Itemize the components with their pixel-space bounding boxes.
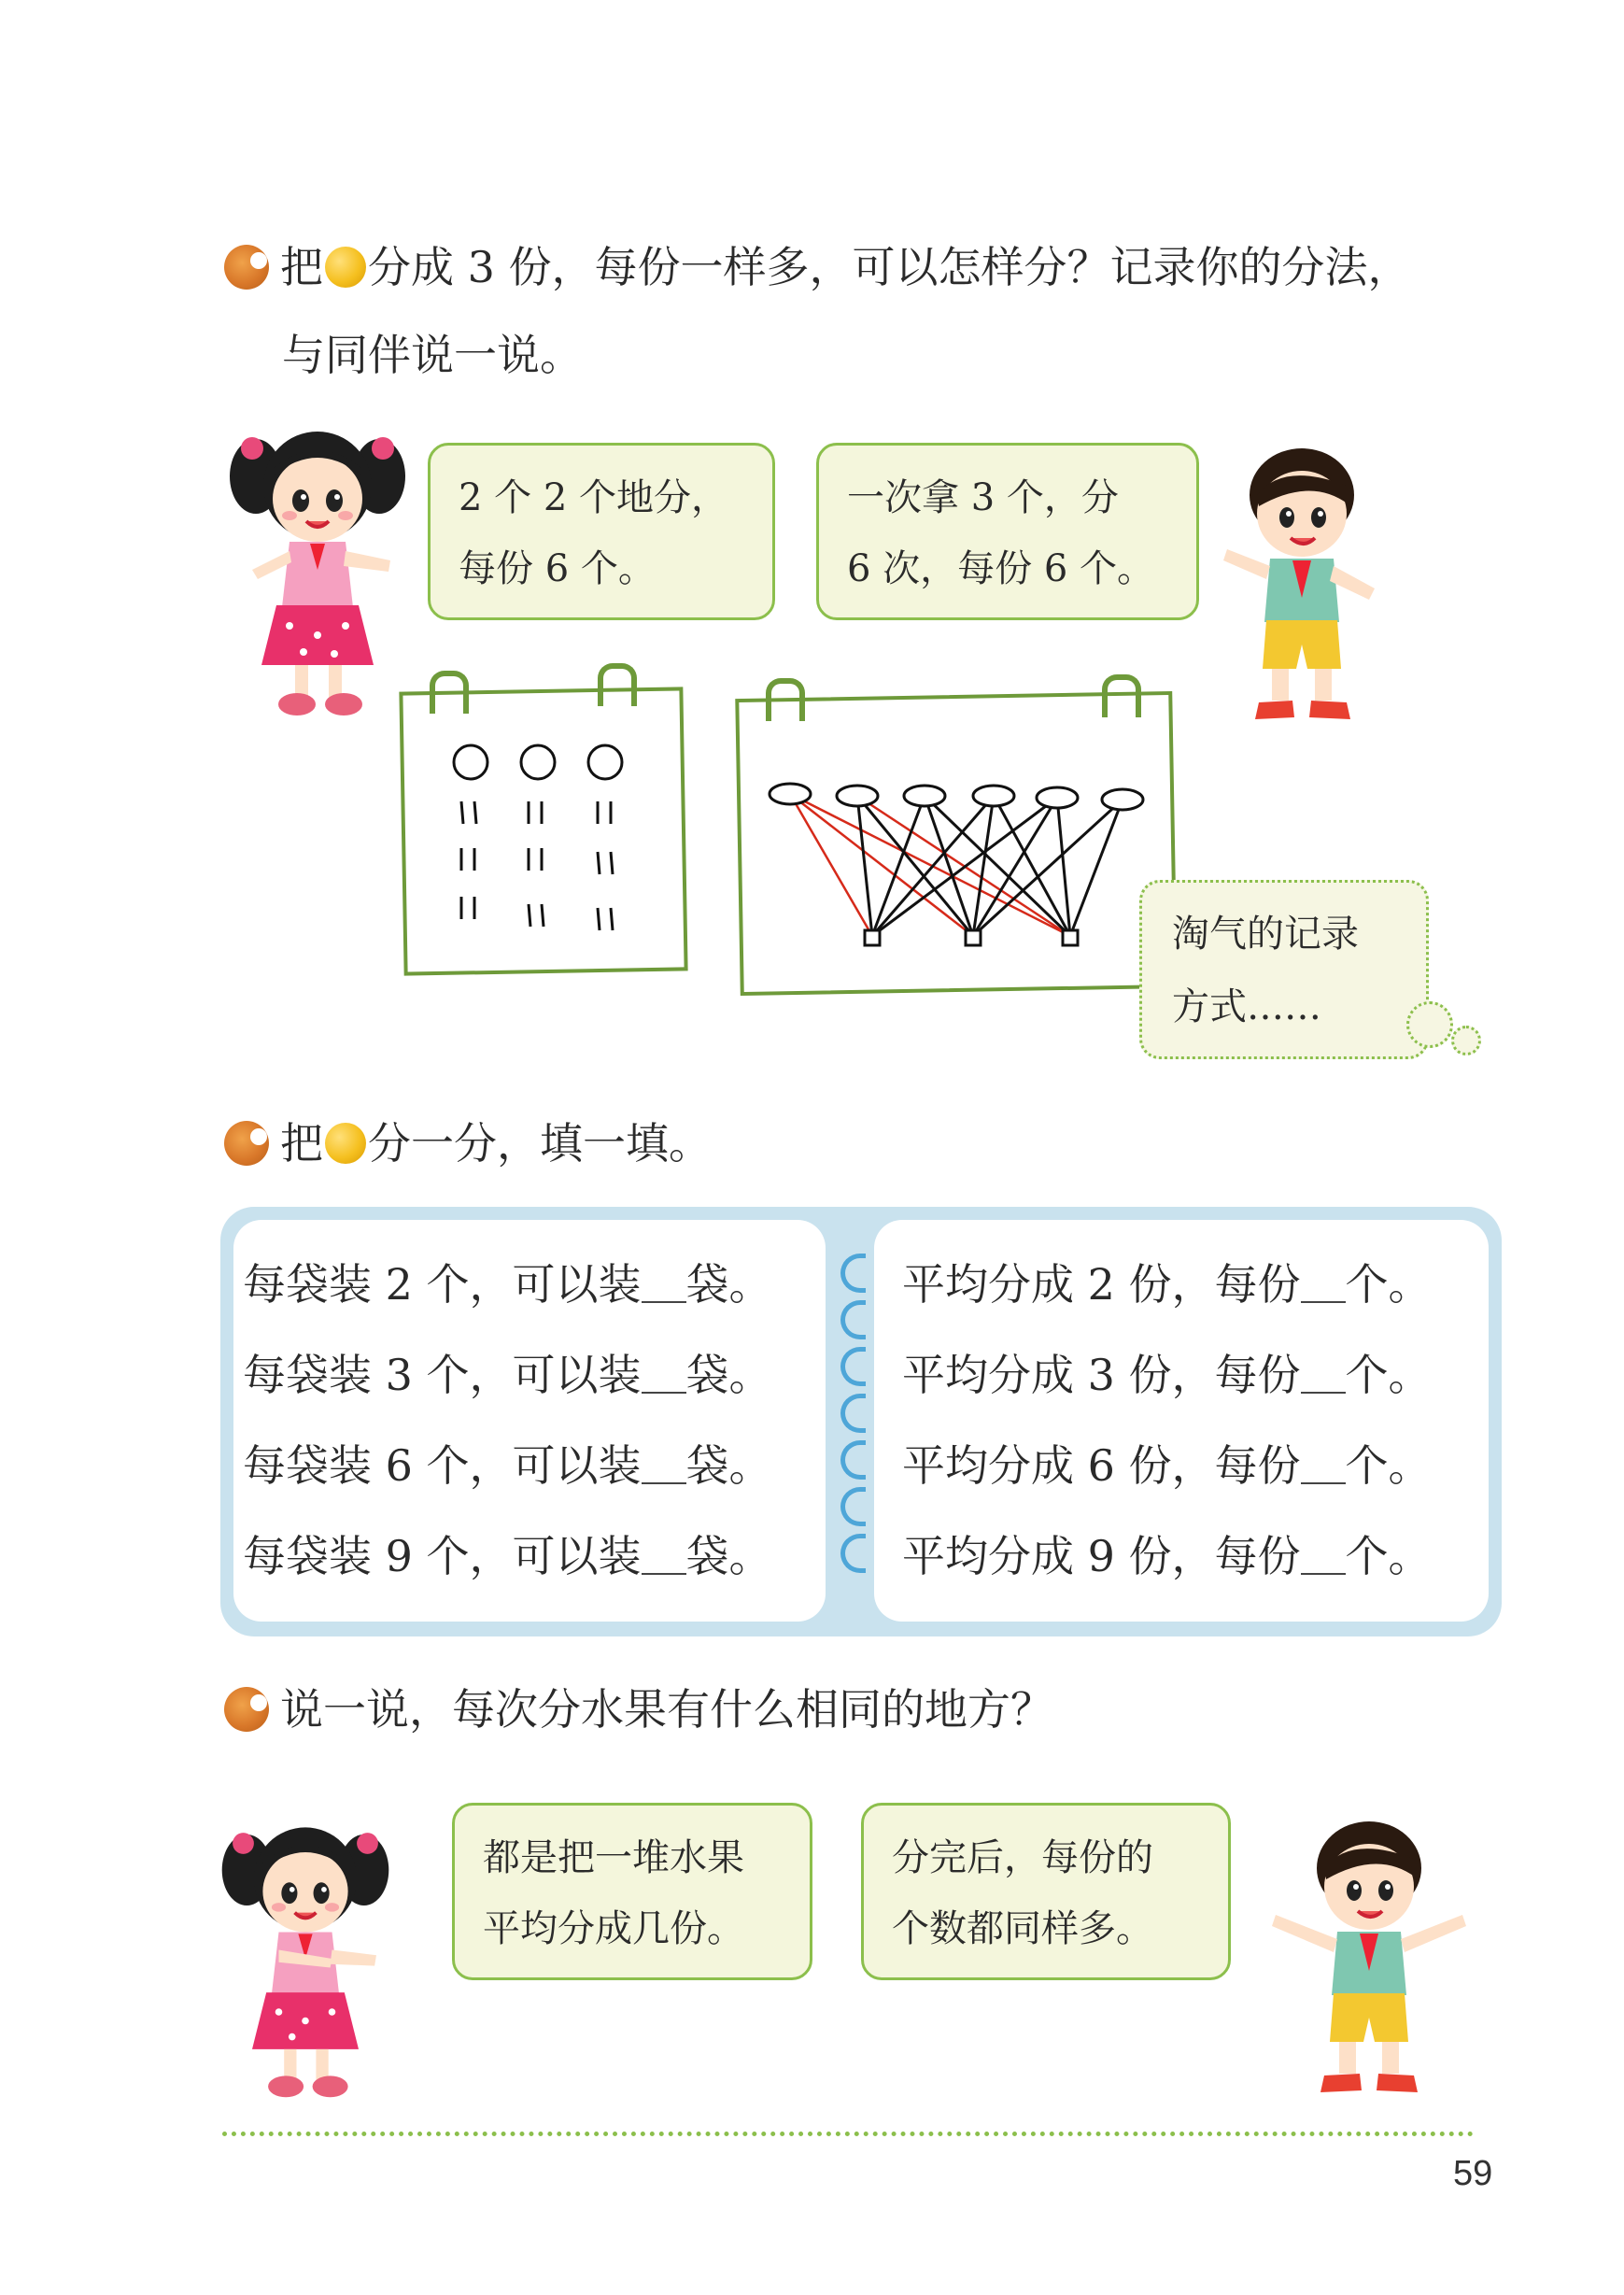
fill-unit: 袋。 bbox=[685, 1350, 772, 1400]
footer-divider bbox=[222, 2132, 1474, 2136]
fill-unit: 个。 bbox=[1345, 1531, 1432, 1581]
bullet-icon bbox=[224, 1687, 269, 1732]
taoqi-record-drawing bbox=[756, 775, 1149, 953]
answer-blank[interactable] bbox=[1301, 1354, 1346, 1394]
section1-line1 bbox=[280, 239, 1411, 295]
fill-row-left-3 bbox=[243, 1438, 772, 1494]
bubble-line: 分完后，每份的 bbox=[892, 1836, 1153, 1879]
bullet-icon bbox=[224, 245, 269, 290]
girl-illustration bbox=[224, 420, 411, 719]
paper-ring bbox=[766, 678, 805, 721]
boy-illustration bbox=[1266, 1812, 1472, 2102]
section1-text-a: 把 bbox=[280, 242, 323, 292]
bullet-icon bbox=[224, 1121, 269, 1166]
paper-ring bbox=[430, 671, 469, 714]
taoqi-thought-bubble bbox=[1139, 880, 1429, 1059]
bubble-line: 平均分成几份。 bbox=[483, 1907, 744, 1950]
section1-text-b: 分成 3 份，每份一样多，可以怎样分？记录你的分法， bbox=[368, 242, 1411, 292]
fill-unit: 个。 bbox=[1345, 1440, 1432, 1491]
fill-row-right-1 bbox=[902, 1256, 1432, 1312]
bubble-line: 每份 6 个。 bbox=[459, 547, 656, 590]
fill-row-right-4 bbox=[902, 1528, 1432, 1584]
girl-record-drawing bbox=[430, 738, 654, 953]
paper-ring bbox=[1102, 674, 1141, 717]
section1-line2: 与同伴说一说。 bbox=[282, 330, 583, 380]
bubble-line: 6 次，每份 6 个。 bbox=[847, 547, 1155, 590]
fill-unit: 袋。 bbox=[685, 1531, 772, 1581]
answer-blank[interactable] bbox=[642, 1445, 686, 1484]
fill-text: 平均分成 2 份，每份 bbox=[902, 1259, 1301, 1310]
fill-row-left-1 bbox=[243, 1256, 772, 1312]
fill-unit: 个。 bbox=[1345, 1259, 1432, 1310]
fill-unit: 袋。 bbox=[685, 1259, 772, 1310]
bubble-line: 淘气的记录 bbox=[1172, 913, 1359, 956]
answer-blank[interactable] bbox=[642, 1536, 686, 1575]
orange-icon bbox=[325, 247, 366, 288]
page-number: 59 bbox=[1453, 2154, 1493, 2193]
fill-row-right-3 bbox=[902, 1438, 1432, 1494]
bubble-line: 一次拿 3 个，分 bbox=[847, 476, 1119, 519]
boy-speech-bubble-1 bbox=[816, 443, 1199, 620]
fill-row-right-2 bbox=[902, 1347, 1432, 1403]
fill-text: 平均分成 3 份，每份 bbox=[902, 1350, 1301, 1400]
answer-blank[interactable] bbox=[1301, 1445, 1346, 1484]
bubble-line: 都是把一堆水果 bbox=[483, 1836, 744, 1879]
fill-row-left-2 bbox=[243, 1347, 772, 1403]
section3-line: 说一说，每次分水果有什么相同的地方？ bbox=[280, 1684, 1053, 1735]
answer-blank[interactable] bbox=[1301, 1536, 1346, 1575]
answer-blank[interactable] bbox=[642, 1264, 686, 1303]
fill-text: 平均分成 9 份，每份 bbox=[902, 1531, 1301, 1581]
fill-text: 每袋装 9 个，可以装 bbox=[243, 1531, 642, 1581]
fill-row-left-4 bbox=[243, 1528, 772, 1584]
bubble-line: 方式…… bbox=[1172, 985, 1321, 1028]
section2-text-b: 分一分，填一填。 bbox=[368, 1118, 712, 1169]
answer-blank[interactable] bbox=[642, 1354, 686, 1394]
bubble-line: 个数都同样多。 bbox=[892, 1907, 1153, 1950]
fill-unit: 袋。 bbox=[685, 1440, 772, 1491]
fill-text: 每袋装 6 个，可以装 bbox=[243, 1440, 642, 1491]
girl-speech-bubble-2 bbox=[452, 1803, 812, 1980]
bubble-line: 2 个 2 个地分， bbox=[459, 476, 729, 519]
paper-ring bbox=[598, 663, 637, 706]
answer-blank[interactable] bbox=[1301, 1264, 1346, 1303]
fill-text: 每袋装 2 个，可以装 bbox=[243, 1259, 642, 1310]
section2-text-a: 把 bbox=[280, 1118, 323, 1169]
boy-illustration bbox=[1218, 439, 1386, 729]
thought-dot bbox=[1451, 1026, 1481, 1055]
section2-line bbox=[280, 1115, 712, 1171]
fill-text: 平均分成 6 份，每份 bbox=[902, 1440, 1301, 1491]
thought-dot bbox=[1406, 1001, 1453, 1048]
fill-unit: 个。 bbox=[1345, 1350, 1432, 1400]
girl-illustration bbox=[217, 1814, 394, 2104]
girl-speech-bubble-1 bbox=[428, 443, 775, 620]
fill-text: 每袋装 3 个，可以装 bbox=[243, 1350, 642, 1400]
boy-speech-bubble-2 bbox=[861, 1803, 1231, 1980]
orange-icon bbox=[325, 1123, 366, 1164]
